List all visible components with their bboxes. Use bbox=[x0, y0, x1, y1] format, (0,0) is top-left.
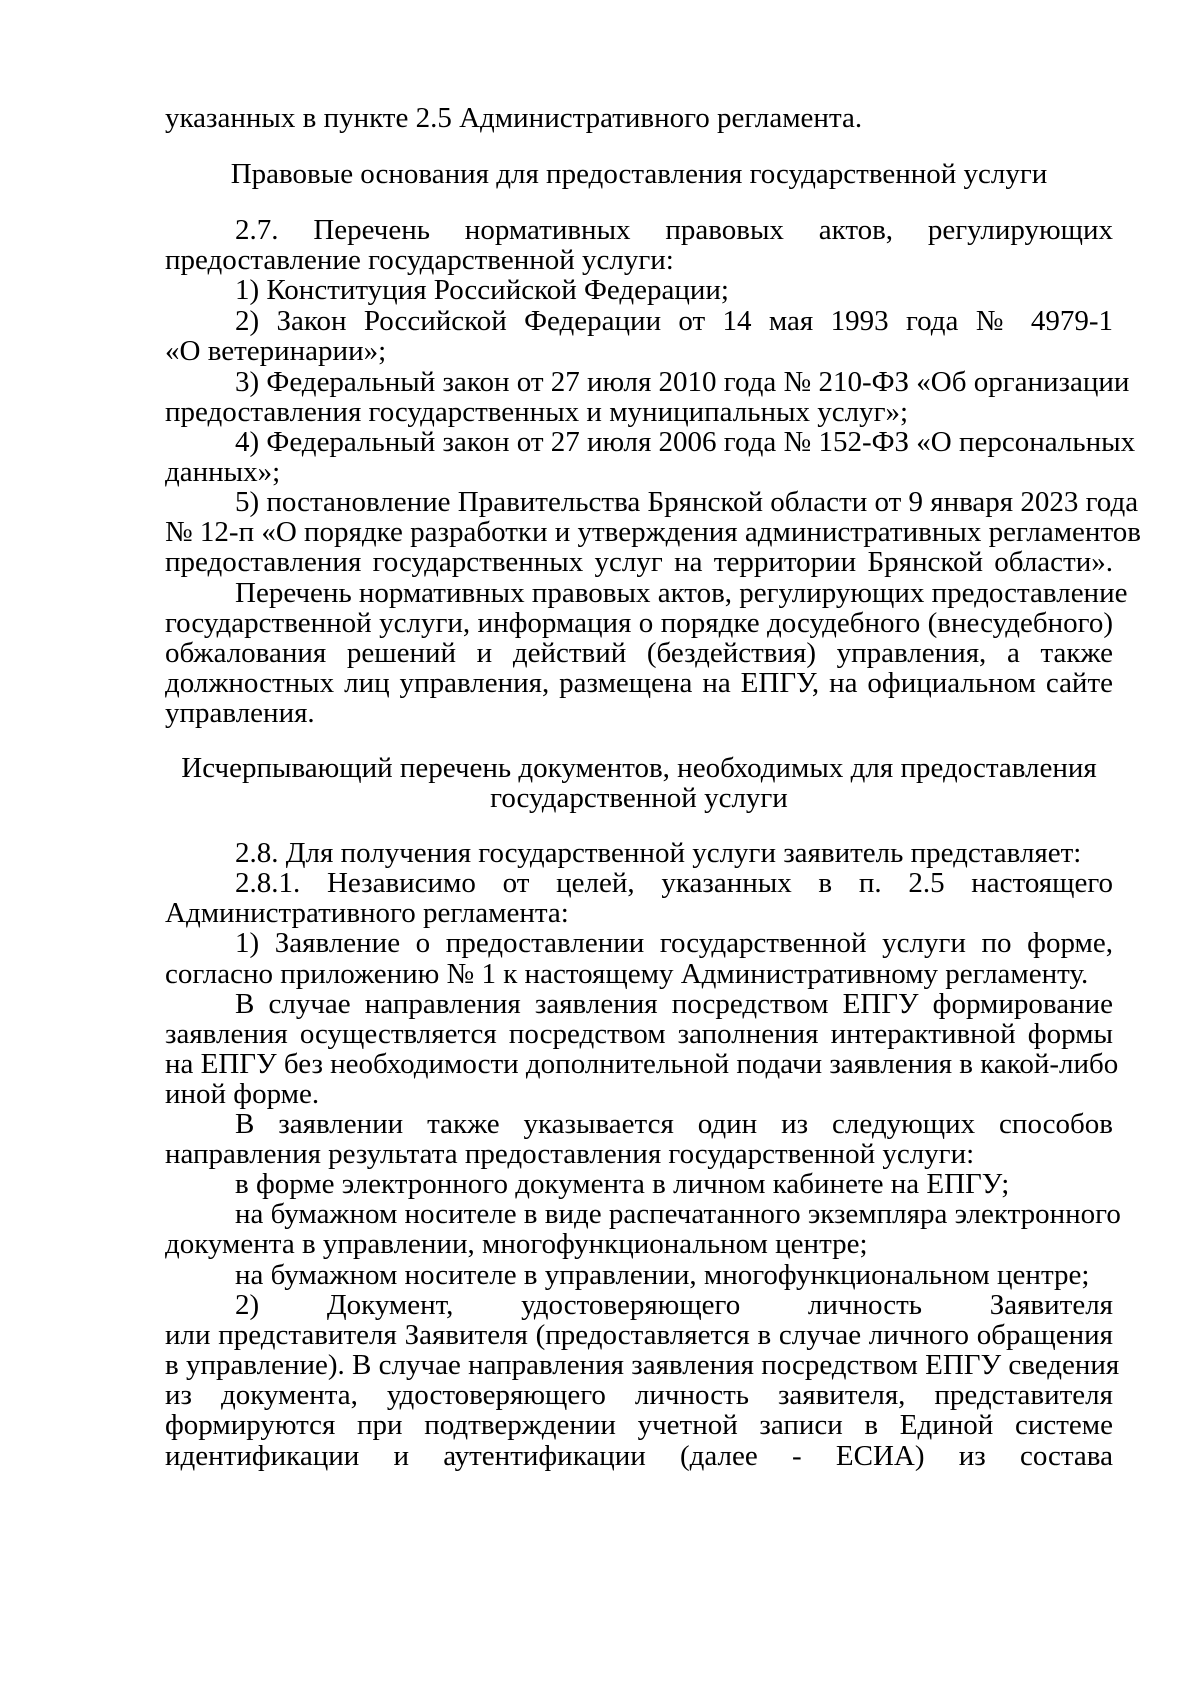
text-line: согласно приложению № 1 к настоящему Административному регламенту. bbox=[165, 958, 1089, 990]
text-line: 2.8.1. Независимо от целей, указанных в п. 2.5 настоящего bbox=[235, 867, 1113, 899]
text-line: в форме электронного документа в личном кабинете на ЕПГУ; bbox=[235, 1168, 1010, 1200]
text-line: предоставление государственной услуги: bbox=[165, 244, 674, 276]
list-item: 5) постановление Правительства Брянской области от 9 января 2023 года bbox=[235, 486, 1139, 518]
text-line: В случае направления заявления посредством ЕПГУ формирование bbox=[235, 988, 1113, 1020]
text-line: 2.8. Для получения государственной услуги заявитель представляет: bbox=[235, 837, 1082, 869]
text-line: идентификации и аутентификации (далее - ЕСИА) из состава bbox=[165, 1440, 1113, 1472]
list-item: 4) Федеральный закон от 27 июля 2006 года № 152-ФЗ «О персональных bbox=[235, 426, 1136, 458]
text-line: «О ветеринарии»; bbox=[165, 335, 387, 367]
section-heading: Исчерпывающий перечень документов, необходимых для предоставления bbox=[181, 752, 1097, 784]
text-line: в управление). В случае направления заявления посредством ЕПГУ сведения bbox=[165, 1349, 1120, 1381]
text-line: № 12-п «О порядке разработки и утверждения административных регламентов bbox=[165, 516, 1141, 548]
text-line: указанных в пункте 2.5 Административного регламента. bbox=[165, 102, 863, 134]
list-item: 3) Федеральный закон от 27 июля 2010 года № 210-ФЗ «Об организации bbox=[235, 366, 1130, 398]
text-line: на бумажном носителе в управлении, многофункциональном центре; bbox=[235, 1259, 1090, 1291]
text-line: В заявлении также указывается один из следующих способов bbox=[235, 1108, 1113, 1140]
section-heading: Правовые основания для предоставления государственной услуги bbox=[230, 158, 1048, 190]
text-line: государственной услуги, информация о порядке досудебного (внесудебного) bbox=[165, 607, 1113, 639]
text-line: документа в управлении, многофункциональном центре; bbox=[165, 1228, 868, 1260]
text-line: 2.7. Перечень нормативных правовых актов, регулирующих bbox=[235, 214, 1113, 246]
text-line: иной форме. bbox=[165, 1078, 320, 1110]
text-line: предоставления государственных услуг на территории Брянской области». bbox=[165, 546, 1113, 578]
text-line: на ЕПГУ без необходимости дополнительной подачи заявления в какой-либо bbox=[165, 1048, 1119, 1080]
text-line: предоставления государственных и муниципальных услуг»; bbox=[165, 396, 909, 428]
text-line: управления. bbox=[165, 697, 315, 729]
text-line: направления результата предоставления государственной услуги: bbox=[165, 1138, 975, 1170]
text-line: обжалования решений и действий (бездействия) управления, а также bbox=[165, 637, 1113, 669]
text-line: Перечень нормативных правовых актов, регулирующих предоставление bbox=[235, 577, 1128, 609]
text-line: заявления осуществляется посредством заполнения интерактивной формы bbox=[165, 1018, 1113, 1050]
text-line: из документа, удостоверяющего личность заявителя, представителя bbox=[165, 1379, 1113, 1411]
list-item: 2) Документ, удостоверяющего личность Заявителя bbox=[235, 1289, 1113, 1321]
section-heading: государственной услуги bbox=[490, 782, 788, 814]
list-item: 1) Конституция Российской Федерации; bbox=[235, 274, 729, 306]
text-line: должностных лиц управления, размещена на ЕПГУ, на официальном сайте bbox=[165, 667, 1113, 699]
text-line: на бумажном носителе в виде распечатанного экземпляра электронного bbox=[235, 1198, 1121, 1230]
text-line: или представителя Заявителя (предоставляется в случае личного обращения bbox=[165, 1319, 1113, 1351]
text-line: данных»; bbox=[165, 456, 281, 488]
text-line: формируются при подтверждении учетной записи в Единой системе bbox=[165, 1409, 1113, 1441]
list-item: 1) Заявление о предоставлении государственной услуги по форме, bbox=[235, 927, 1113, 959]
list-item: 2) Закон Российской Федерации от 14 мая 1993 года № 4979-1 bbox=[235, 305, 1113, 337]
text-line: Административного регламента: bbox=[165, 897, 569, 929]
